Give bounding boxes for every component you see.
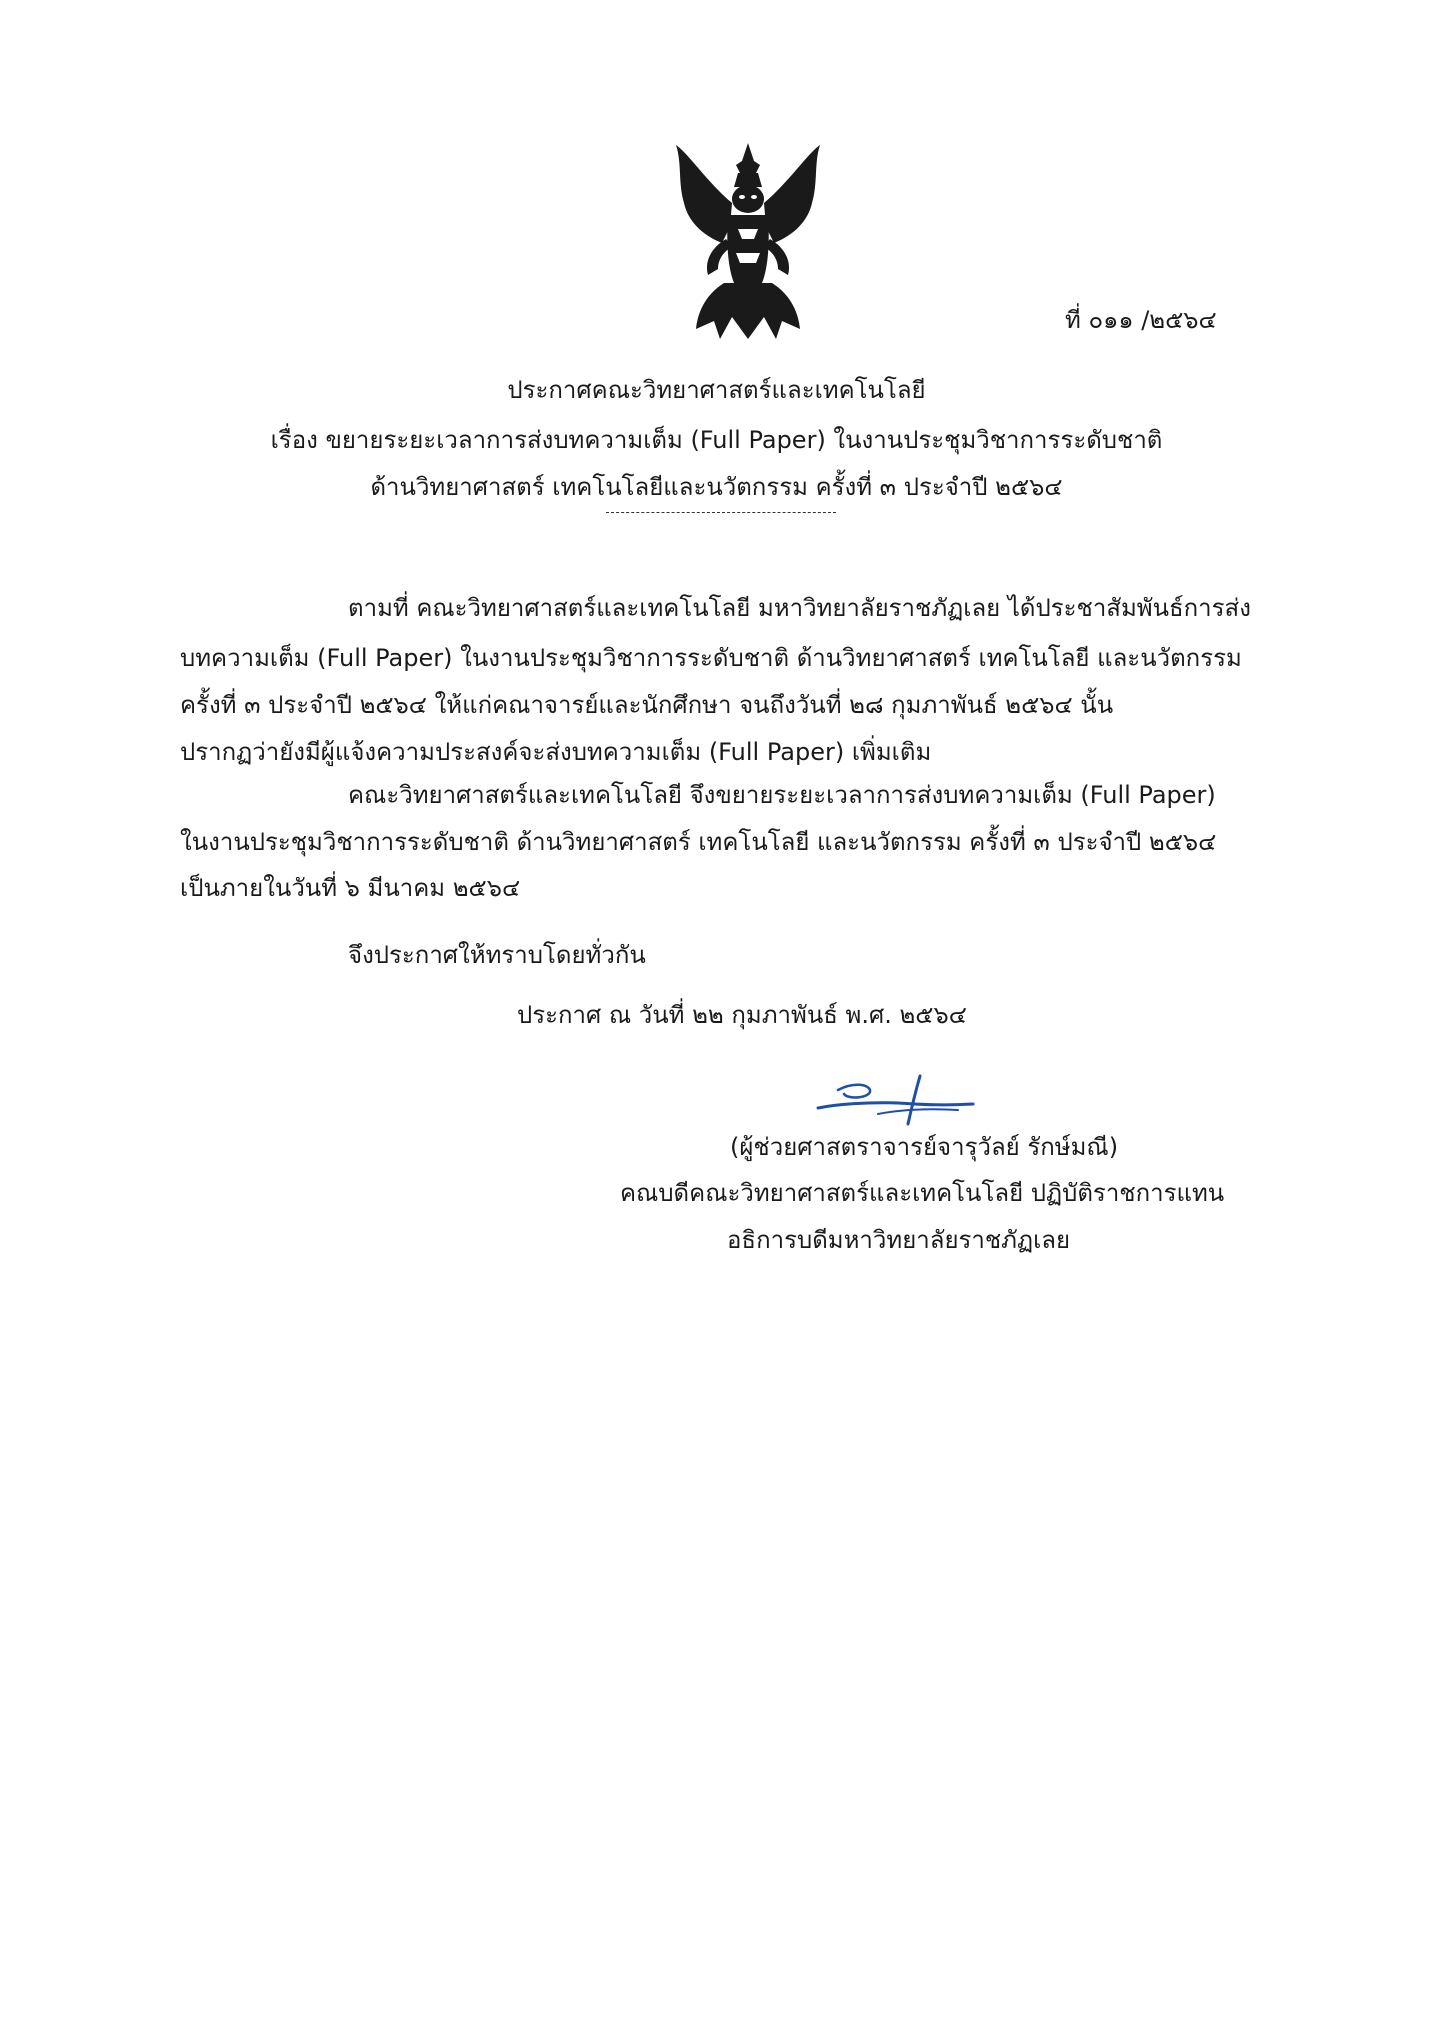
signatory-position2: อธิการบดีมหาวิทยาลัยราชภัฏเลย — [727, 1226, 1071, 1254]
closing-statement: จึงประกาศให้ทราบโดยทั่วกัน — [348, 941, 646, 969]
paragraph1-line1: ตามที่ คณะวิทยาศาสตร์และเทคโนโลยี มหาวิทยาลัยราชภัฏเลย ได้ประชาสัมพันธ์การส่ง — [348, 594, 1251, 622]
announcement-subject-line2: ด้านวิทยาศาสตร์ เทคโนโลยีและนวัตกรรม ครั้งที่ ๓ ประจำปี ๒๕๖๔ — [370, 473, 1063, 501]
paragraph1-line4: ปรากฏว่ายังมีผู้แจ้งความประสงค์จะส่งบทความเต็ม (Full Paper) เพิ่มเติม — [180, 738, 932, 766]
announcement-date: ประกาศ ณ วันที่ ๒๒ กุมภาพันธ์ พ.ศ. ๒๕๖๔ — [517, 1001, 967, 1029]
paragraph1-line2: บทความเต็ม (Full Paper) ในงานประชุมวิชาการระดับชาติ ด้านวิทยาศาสตร์ เทคโนโลยี และนวัตกรรม — [180, 644, 1242, 672]
signatory-position1: คณบดีคณะวิทยาศาสตร์และเทคโนโลยี ปฏิบัติราชการแทน — [620, 1179, 1225, 1207]
garuda-emblem-icon — [668, 143, 828, 343]
heading-separator — [606, 512, 836, 513]
announcement-title: ประกาศคณะวิทยาศาสตร์และเทคโนโลยี — [507, 376, 926, 404]
signatory-name: (ผู้ช่วยศาสตราจารย์จารุวัลย์ รักษ์มณี) — [730, 1133, 1119, 1161]
paragraph2-line1: คณะวิทยาศาสตร์และเทคโนโลยี จึงขยายระยะเวลาการส่งบทความเต็ม (Full Paper) — [348, 781, 1216, 809]
document-number: ที่ ๐๑๑ /๒๕๖๔ — [1065, 306, 1217, 334]
paragraph2-line3: เป็นภายในวันที่ ๖ มีนาคม ๒๕๖๔ — [180, 874, 521, 902]
paragraph2-line2: ในงานประชุมวิชาการระดับชาติ ด้านวิทยาศาสตร์ เทคโนโลยี และนวัตกรรม ครั้งที่ ๓ ประจำปี ๒๕๖๔ — [180, 828, 1217, 856]
paragraph1-line3: ครั้งที่ ๓ ประจำปี ๒๕๖๔ ให้แก่คณาจารย์และนักศึกษา จนถึงวันที่ ๒๘ กุมภาพันธ์ ๒๕๖๔ นั้น — [180, 691, 1114, 719]
announcement-subject-line1: เรื่อง ขยายระยะเวลาการส่งบทความเต็ม (Full Paper) ในงานประชุมวิชาการระดับชาติ — [270, 426, 1163, 454]
handwritten-signature — [808, 1070, 983, 1130]
